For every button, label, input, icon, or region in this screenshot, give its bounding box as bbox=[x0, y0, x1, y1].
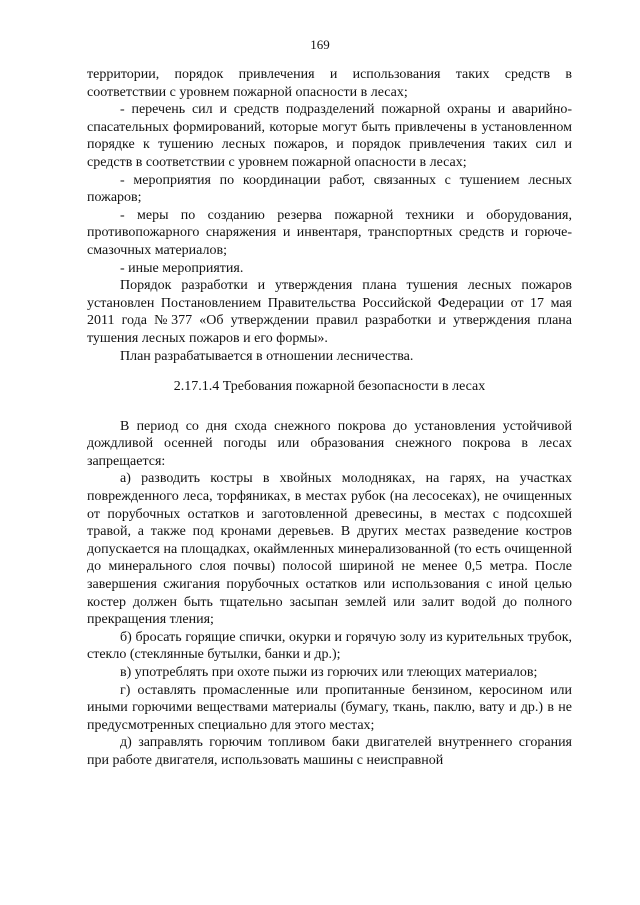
list-item-reserve: - меры по созданию резерва пожарной техники и оборудования, противопожарного снаряжения и инвентаря, транспортных средств и горюче-смазочных материалов; bbox=[87, 207, 572, 258]
paragraph-plan: План разрабатывается в отношении лесничества. bbox=[120, 348, 414, 364]
list-item-v: в) употреблять при охоте пыжи из горючих или тлеющих материалов; bbox=[120, 665, 538, 680]
list-item-d: д) заправлять горючим топливом баки двигателей внутреннего сгорания при работе двигателя, использовать машины с неисправной bbox=[87, 735, 572, 768]
section-heading: 2.17.1.4 Требования пожарной безопасности в лесах bbox=[173, 379, 486, 395]
list-item-g: г) оставлять промасленные или пропитанные бензином, керосином или иными горючими веществами материалы (бумагу, ткань, паклю, вату и др.) в не предусмотренных специально для этого местах; bbox=[87, 682, 572, 733]
list-item-a: а) разводить костры в хвойных молодняках, на гарях, на участках поврежденного леса, торфяниках, в местах рубок (на лесосеках), не очищенных от порубочных остатков и заготовленной древесины, в местах с подсохшей травой, а также под кронами деревьев. В других местах разведение костров допускается на площадках, окаймленных минерализованной (то есть очищенной до минерального слоя почвы) полосой шириной не менее 0,5 метра. После завершения сжигания порубочных остатков или использования с иной целью костер должен быть тщательно засыпан землей или залит водой до полного прекращения тления; bbox=[87, 471, 572, 628]
list-item-coordination: - мероприятия по координации работ, связанных с тушением лесных пожаров; bbox=[87, 172, 572, 206]
list-item-forces: - перечень сил и средств подразделений пожарной охраны и аварийно-спасательных формирований, которые могут быть привлечены в установленном порядке к тушению лесных пожаров, и порядок привлечения таких сил и средств в соответствии с уровнем пожарной опасности в лесах; bbox=[87, 102, 572, 170]
paragraph: территории, порядок привлечения и использования таких средств в соответствии с уровнем пожарной опасности в лесах; bbox=[87, 67, 572, 100]
paragraph-procedure: Порядок разработки и утверждения плана тушения лесных пожаров установлен Постановлением Правительства Российской Федерации от 17 мая 2011 года №377 «Об утверждении правил разработки и утверждения плана тушения лесных пожаров и его формы». bbox=[87, 278, 572, 346]
list-item-b: б) бросать горящие спички, окурки и горячую золу из курительных трубок, стекло (стеклянные бутылки, банки и др.); bbox=[87, 629, 572, 663]
page-number: 169 bbox=[310, 37, 330, 52]
list-item-other: - иные мероприятия. bbox=[120, 260, 244, 276]
paragraph-intro: В период со дня схода снежного покрова до установления устойчивой дождливой осенней погоды или образования снежного покрова в лесах запрещается: bbox=[87, 418, 572, 469]
document-body bbox=[87, 66, 572, 770]
